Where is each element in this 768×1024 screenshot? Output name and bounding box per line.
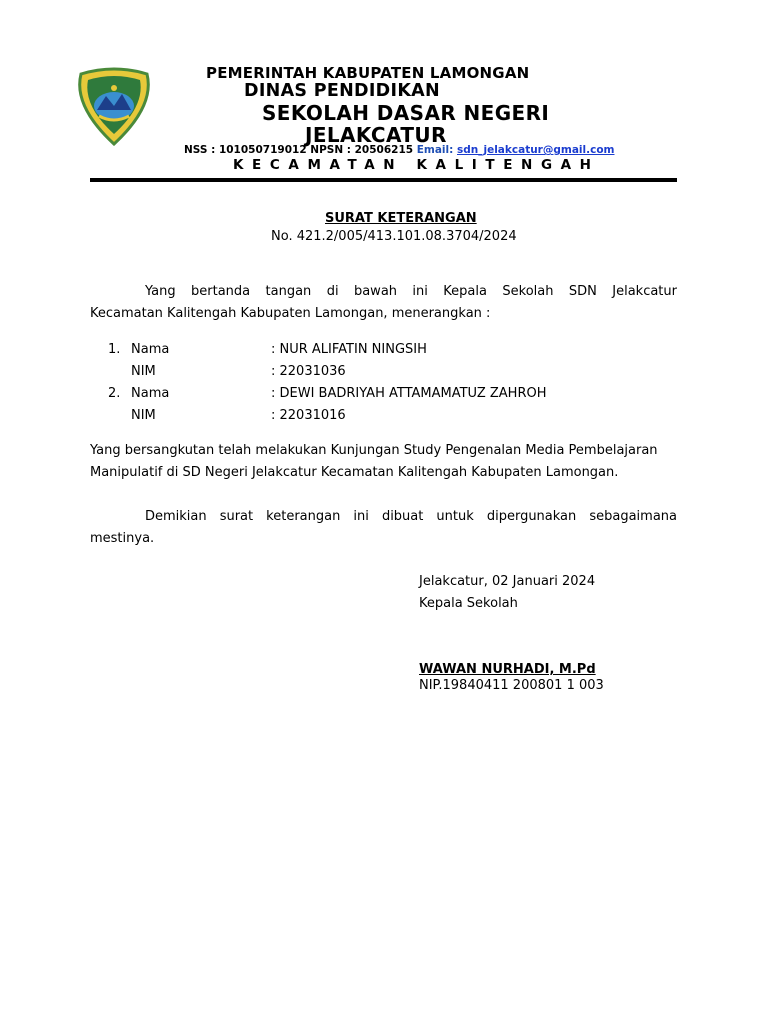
intro-line-2: Kecamatan Kalitengah Kabupaten Lamongan, menerangkan : — [90, 306, 491, 321]
government-name: PEMERINTAH KABUPATEN LAMONGAN — [206, 64, 530, 82]
signatory-position: Kepala Sekolah — [419, 596, 518, 611]
signatory-nip: NIP.19840411 200801 1 003 — [419, 678, 604, 693]
letter-number: No. 421.2/005/413.101.08.3704/2024 — [271, 229, 517, 244]
person-1-name: : NUR ALIFATIN NINGSIH — [271, 342, 427, 357]
header-divider — [90, 178, 677, 182]
school-emblem-logo — [75, 66, 153, 146]
closing-line-1: Demikian surat keterangan ini dibuat untuk dipergunakan sebagaimana — [145, 509, 677, 524]
person-1-nim: : 22031036 — [271, 364, 346, 379]
person-1-nim-label: NIM — [131, 364, 156, 379]
district-name: KECAMATAN KALITENGAH — [233, 157, 600, 173]
statement-line-2: Manipulatif di SD Negeri Jelakcatur Kecamatan Kalitengah Kabupaten Lamongan. — [90, 465, 619, 480]
signatory-name: WAWAN NURHADI, M.Pd — [419, 662, 596, 677]
closing-line-2: mestinya. — [90, 531, 155, 546]
statement-line-1: Yang bersangkutan telah melakukan Kunjungan Study Pengenalan Media Pembelajaran — [90, 443, 658, 458]
person-1-name-label: Nama — [131, 342, 170, 357]
person-2-nim-label: NIM — [131, 408, 156, 423]
school-identifiers — [184, 144, 614, 156]
letter-title: SURAT KETERANGAN — [325, 211, 477, 226]
nss-npsn-text: NSS : 101050719012 NPSN : 20506215 — [184, 144, 414, 156]
school-name-line2: JELAKCATUR — [305, 123, 447, 147]
email-label: Email: — [416, 144, 454, 156]
department-name: DINAS PENDIDIKAN — [244, 81, 440, 101]
email-link[interactable]: sdn_jelakcatur@gmail.com — [457, 144, 615, 156]
person-2-name: : DEWI BADRIYAH ATTAMAMATUZ ZAHROH — [271, 386, 547, 401]
person-2-nim: : 22031016 — [271, 408, 346, 423]
intro-line-1: Yang bertanda tangan di bawah ini Kepala Sekolah SDN Jelakcatur — [145, 284, 677, 299]
school-name-line1: SEKOLAH DASAR NEGERI — [262, 101, 550, 125]
person-1-index: 1. — [108, 342, 121, 357]
person-2-index: 2. — [108, 386, 121, 401]
place-date: Jelakcatur, 02 Januari 2024 — [419, 574, 596, 589]
person-2-name-label: Nama — [131, 386, 170, 401]
